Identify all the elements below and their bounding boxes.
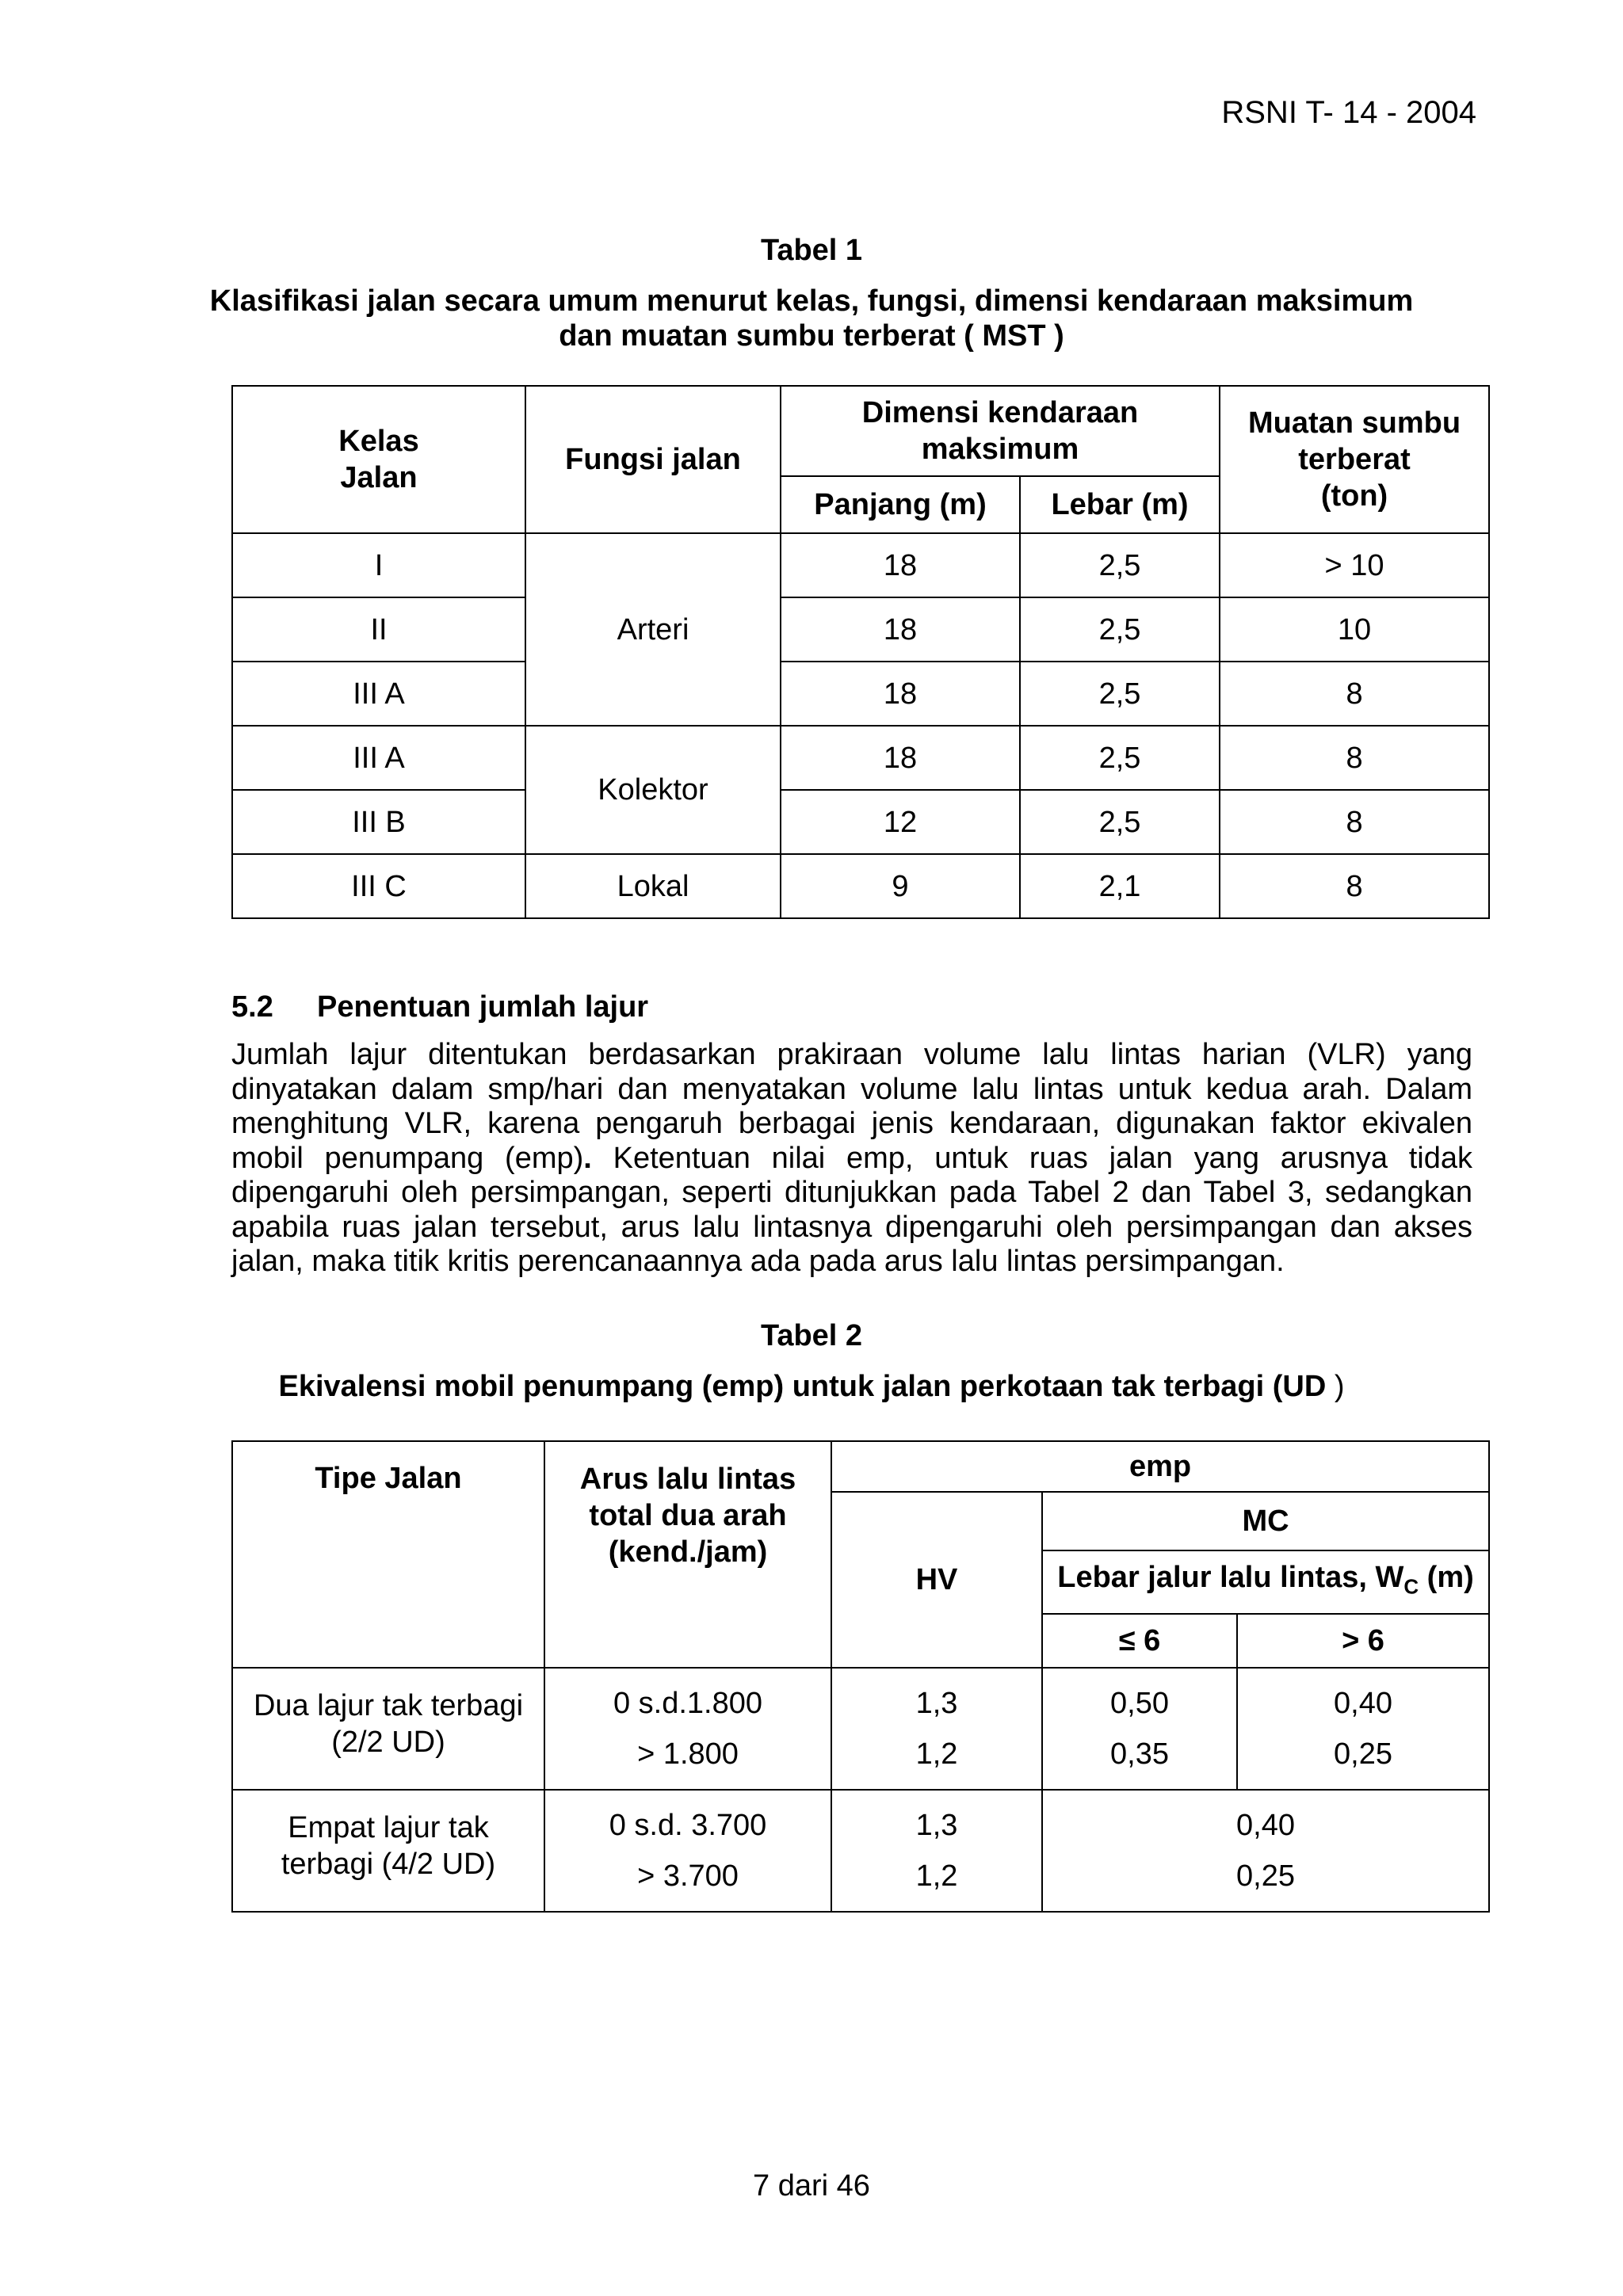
cell-muatan: > 10	[1220, 533, 1489, 597]
cell-panjang: 18	[781, 597, 1020, 662]
table1-caption-line1: Klasifikasi jalan secara umum menurut kelas, fungsi, dimensi kendaraan maksimum	[209, 284, 1414, 318]
cell-lebar: 2,5	[1020, 533, 1220, 597]
table2-caption: Ekivalensi mobil penumpang (emp) untuk jalan perkotaan tak terbagi (UD )	[278, 1370, 1345, 1403]
cell-lebar: 2,5	[1020, 597, 1220, 662]
cell-muatan: 10	[1220, 597, 1489, 662]
header-mc: MC	[1042, 1492, 1489, 1550]
cell-arus: 0 s.d. 3.700 > 3.700	[544, 1790, 831, 1912]
cell-kelas: III B	[232, 790, 525, 854]
table2-title: Tabel 2	[760, 1319, 863, 1352]
cell-lebar: 2,5	[1020, 726, 1220, 790]
cell-muatan: 8	[1220, 854, 1489, 918]
cell-kelas: III A	[232, 662, 525, 726]
cell-panjang: 18	[781, 662, 1020, 726]
header-gt-6: > 6	[1237, 1614, 1489, 1668]
table1-road-classification	[231, 385, 1490, 919]
table1-caption-line2: dan muatan sumbu terberat ( MST )	[559, 319, 1064, 353]
section-heading	[231, 990, 648, 1024]
section-title: Penentuan jumlah lajur	[317, 990, 649, 1024]
cell-mc: 0,40 0,25	[1042, 1790, 1489, 1912]
table-row	[232, 533, 1489, 597]
header-dimensi-kendaraan: Dimensi kendaraan maksimum	[781, 386, 1220, 476]
section-paragraph: Jumlah lajur ditentukan berdasarkan prakiraan volume lalu lintas harian (VLR) yang dinyatakan dalam smp/hari dan menyatakan volume lalu lintas untuk kedua arah. Dalam menghitung VLR, karena pengaruh berbagai jenis kendaraan, digunakan faktor ekivalen mobil penumpang (emp). Ketentuan nilai emp, untuk ruas jalan yang arusnya tidak dipengaruhi oleh persimpangan, seperti ditunjukkan pada Tabel 2 dan Tabel 3, sedangkan apabila ruas jalan tersebut, arus lalu lintasnya dipengaruhi oleh persimpangan dan akses jalan, maka titik kritis perencanaannya ada pada arus lalu lintas persimpangan.	[231, 1038, 1472, 1278]
cell-lebar: 2,5	[1020, 662, 1220, 726]
cell-kelas: I	[232, 533, 525, 597]
table2-emp-urban-undivided	[231, 1440, 1490, 1913]
header-arus-lalu-lintas: Arus lalu lintas total dua arah (kend./jam)	[544, 1441, 831, 1668]
cell-hv: 1,3 1,2	[831, 1790, 1042, 1912]
cell-kelas: II	[232, 597, 525, 662]
table-row	[232, 854, 1489, 918]
table-row	[232, 726, 1489, 790]
cell-kelas: III A	[232, 726, 525, 790]
cell-panjang: 18	[781, 533, 1020, 597]
cell-tipe-dua-lajur: Dua lajur tak terbagi (2/2 UD)	[232, 1668, 544, 1790]
cell-tipe-empat-lajur: Empat lajur tak terbagi (4/2 UD)	[232, 1790, 544, 1912]
header-hv: HV	[831, 1492, 1042, 1668]
cell-fungsi-arteri: Arteri	[525, 533, 781, 726]
document-code-header: RSNI T- 14 - 2004	[1221, 95, 1476, 130]
header-emp: emp	[831, 1441, 1489, 1492]
cell-lebar: 2,1	[1020, 854, 1220, 918]
cell-hv: 1,3 1,2	[831, 1668, 1042, 1790]
header-muatan-sumbu: Muatan sumbu terberat (ton)	[1220, 386, 1489, 533]
table-row	[232, 1790, 1489, 1912]
header-lebar-jalur: Lebar jalur lalu lintas, $W_C$ (m)	[1042, 1550, 1489, 1614]
cell-panjang: 18	[781, 726, 1020, 790]
table-row	[232, 1668, 1489, 1790]
cell-fungsi-lokal: Lokal	[525, 854, 781, 918]
cell-fungsi-kolektor: Kolektor	[525, 726, 781, 854]
cell-panjang: 12	[781, 790, 1020, 854]
header-fungsi-jalan: Fungsi jalan	[525, 386, 781, 533]
header-kelas-jalan: Kelas Jalan	[232, 386, 525, 533]
cell-mc-le6: 0,50 0,35	[1042, 1668, 1237, 1790]
cell-muatan: 8	[1220, 726, 1489, 790]
cell-mc-gt6: 0,40 0,25	[1237, 1668, 1489, 1790]
table1-title: Tabel 1	[760, 234, 863, 267]
cell-arus: 0 s.d.1.800 > 1.800	[544, 1668, 831, 1790]
page-number: 7 dari 46	[753, 2169, 870, 2203]
table-row	[232, 662, 1489, 726]
cell-muatan: 8	[1220, 790, 1489, 854]
header-le-6: ≤ 6	[1042, 1614, 1237, 1668]
cell-muatan: 8	[1220, 662, 1489, 726]
section-number: 5.2	[231, 990, 273, 1024]
cell-kelas: III C	[232, 854, 525, 918]
header-panjang: Panjang (m)	[781, 476, 1020, 533]
header-tipe-jalan: Tipe Jalan	[232, 1441, 544, 1668]
header-lebar: Lebar (m)	[1020, 476, 1220, 533]
table-row	[232, 790, 1489, 854]
cell-panjang: 9	[781, 854, 1020, 918]
cell-lebar: 2,5	[1020, 790, 1220, 854]
table-row	[232, 597, 1489, 662]
